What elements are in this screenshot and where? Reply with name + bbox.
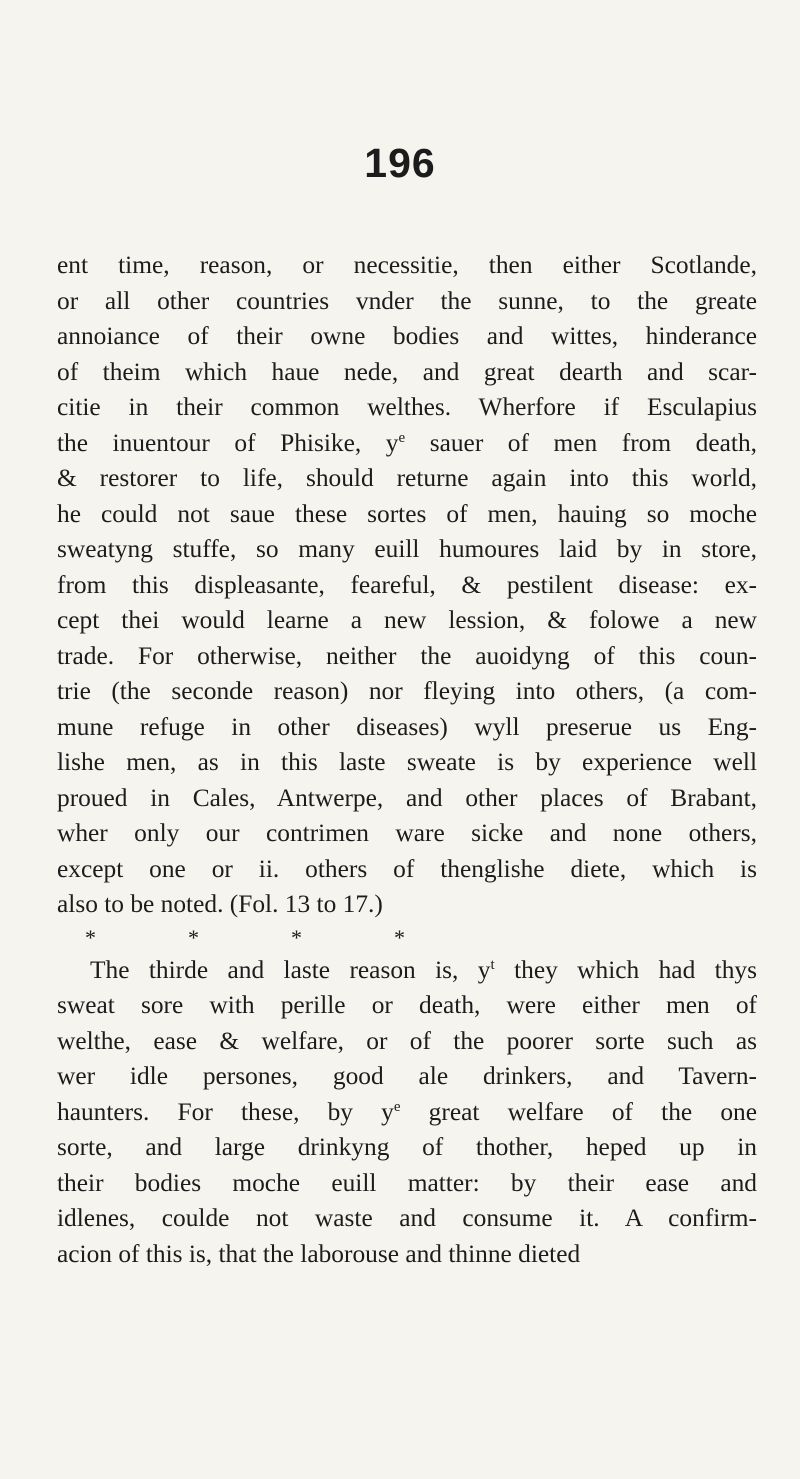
paragraph-2 <box>57 953 757 1273</box>
text-line: citie in their common welthes. Wherfore if Esculapius <box>57 393 757 421</box>
text-line: of theim which haue nede, and great dearth and scar- <box>57 357 757 386</box>
text-line: welthe, ease & welfare, or of the poorer sorte such as <box>57 1026 757 1055</box>
text-line: lishe men, as in this laste sweate is by experience well <box>57 748 757 776</box>
text-line: idlenes, coulde not waste and consume it. A confirm- <box>57 1204 757 1232</box>
text-line: The thirde and laste reason is, $y^t$ they which had thys <box>90 955 757 984</box>
text-line: sweat sore with perille or death, were either men of <box>57 991 757 1019</box>
asterisk-mark: * <box>85 924 96 950</box>
text-line: trade. For otherwise, neither the auoidyng of this coun- <box>57 641 757 670</box>
text-line: cept thei would learne a new lession, & folowe a new <box>57 606 757 634</box>
text-line: annoiance of their owne bodies and wittes, hinderance <box>57 322 757 350</box>
superscript-letter: e <box>393 1098 401 1115</box>
text-line: he could not saue these sortes of men, hauing so moche <box>57 499 757 528</box>
text-line: ent time, reason, or necessitie, then either Scotlande, <box>57 251 757 279</box>
text-line: from this displeasante, feareful, & pestilent disease: ex- <box>57 570 757 599</box>
text-line: haunters. For these, by $y^e$ great welfare of the one <box>57 1097 757 1126</box>
superscript-letter: t <box>490 956 495 973</box>
text-line: their bodies moche euill matter: by their ease and <box>57 1168 757 1197</box>
text-line: sweatyng stuffe, so many euill humoures laid by in store, <box>57 535 757 563</box>
text-line: wher only our contrimen ware sicke and none others, <box>57 819 757 847</box>
asterisk-mark: * <box>394 924 405 950</box>
asterism-separator <box>85 923 405 953</box>
text-line: except one or ii. others of thenglishe diete, which is <box>57 854 757 883</box>
text-line: trie (the seconde reason) nor fleying into others, (a com- <box>57 677 757 705</box>
asterisk-mark: * <box>188 924 199 950</box>
page-number: 196 <box>364 140 436 186</box>
text-line: & restorer to life, should returne again into this world, <box>57 464 757 492</box>
text-line: proued in Cales, Antwerpe, and other places of Brabant, <box>57 783 757 812</box>
text-line: acion of this is, that the laborouse and thinne dieted <box>57 1239 581 1268</box>
text-line: or all other countries vnder the sunne, to the greate <box>57 286 757 315</box>
asterisk-mark: * <box>291 924 302 950</box>
paragraph-1 <box>57 248 757 923</box>
superscript-letter: e <box>398 429 406 446</box>
text-line: mune refuge in other diseases) wyll preserue us Eng- <box>57 712 757 741</box>
text-line: wer idle persones, good ale drinkers, and Tavern- <box>57 1062 757 1090</box>
text-line: also to be noted. (Fol. 13 to 17.) <box>57 890 383 918</box>
text-line: sorte, and large drinkyng of thother, heped up in <box>57 1133 757 1161</box>
body-text <box>57 248 757 1272</box>
text-line: the inuentour of Phisike, $y^e$ sauer of men from death, <box>57 428 757 457</box>
